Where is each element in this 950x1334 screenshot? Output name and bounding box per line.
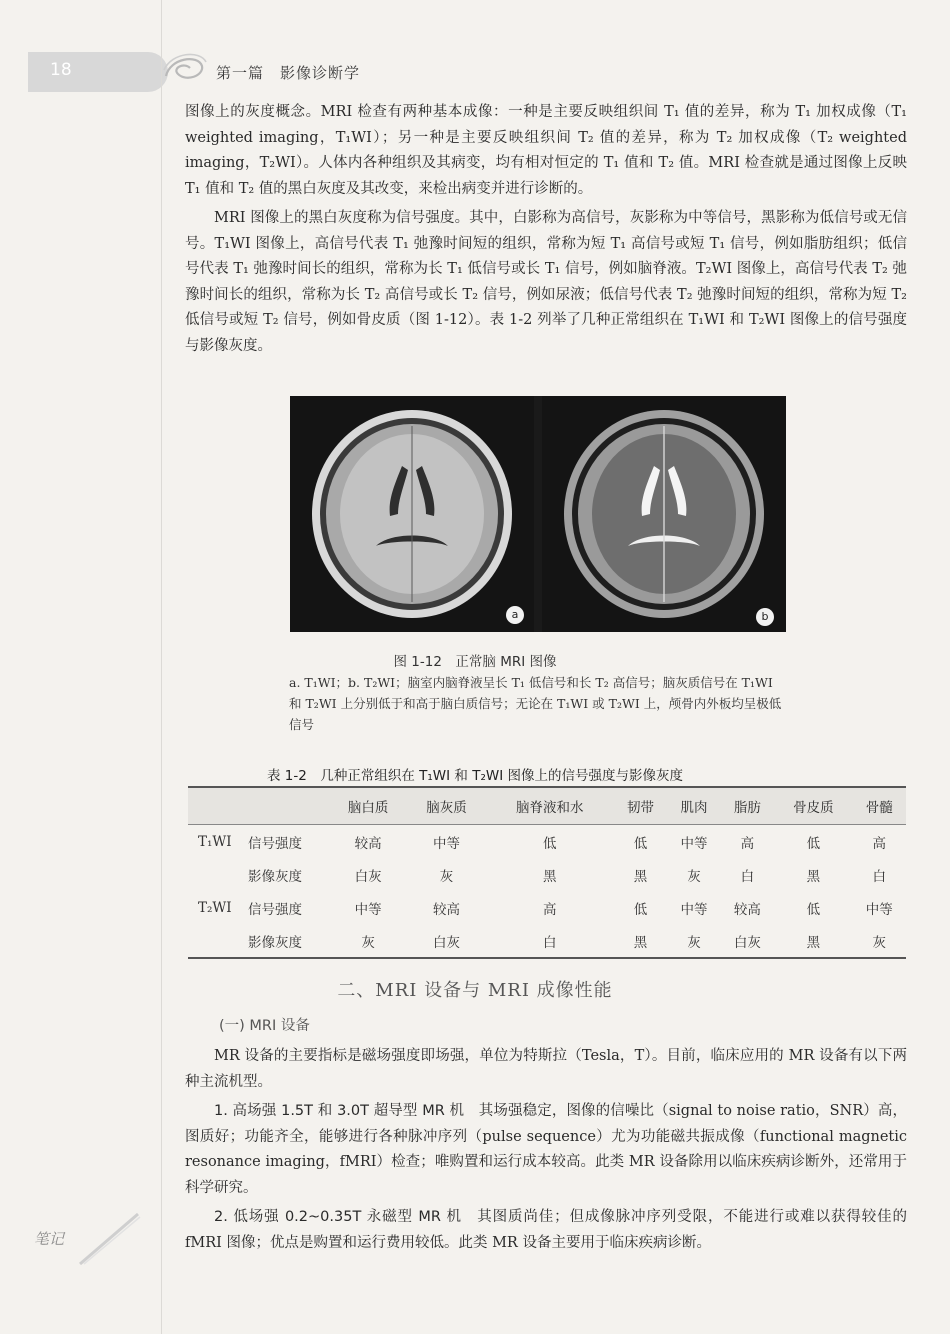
figure-label-a: a (506, 606, 524, 624)
table-cell: 白灰 (721, 924, 774, 958)
section-title: 二、MRI 设备与 MRI 成像性能 (337, 980, 613, 1001)
table-cell: 低 (633, 901, 648, 918)
table-header-row (188, 787, 906, 825)
table-row (188, 858, 906, 891)
table-cell: 信号强度 (248, 901, 302, 918)
page-number: 18 (50, 60, 72, 80)
chapter-title: 第一篇 影像诊断学 (216, 64, 361, 82)
table-cell: 灰 (853, 924, 907, 958)
table-header-cell: 肌肉 (667, 787, 720, 825)
table-header-cell: 韧带 (614, 787, 667, 825)
table-cell: 灰 (667, 924, 720, 958)
section-text (185, 1040, 907, 1256)
table-header-cell: 骨皮质 (774, 787, 852, 825)
list-item (185, 1205, 907, 1256)
table-header-cell (188, 787, 247, 825)
table-cell: 低 (542, 835, 557, 852)
paragraph: MR 设备的主要指标是磁场强度即场强，单位为特斯拉（Tesla，T）。目前，临床应用的 MR 设备有以下两种主流机型。 (185, 1048, 907, 1090)
table-cell: 低 (806, 901, 821, 918)
mri-image-t1 (290, 396, 534, 632)
figure-caption: 图 1-12 正常脑 MRI 图像 (393, 654, 557, 670)
table-header-cell: 脑白质 (329, 787, 407, 825)
pen-icon (76, 1208, 146, 1268)
swirl-logo-icon (160, 48, 208, 88)
table-cell: 黑 (633, 868, 648, 885)
table-cell: 高 (542, 901, 557, 918)
table-header-cell (247, 787, 329, 825)
signal-table (188, 786, 906, 959)
list-item-text: 其图质尚佳；但成像脉冲序列受限，不能进行或难以获得较佳的 fMRI 图像；优点是购置和运行费用较低。此类 MR 设备主要用于临床疾病诊断。 (185, 1209, 907, 1251)
table-cell: 白 (486, 924, 614, 958)
table-cell: 白 (740, 868, 755, 885)
paragraph: 图像上的灰度概念。MRI 检查有两种基本成像：一种是主要反映组织间 T₁ 值的差异，称为 T₁ 加权成像（T₁ weighted imaging，T₁WI）；另一种是主要反映组织间 T₂ 值的差异，称为 T₂ 加权成像（T₂ weighted imaging，T₂WI）。人体内各种组织及其病变，均有相对恒定的 T₁ 值和 T₂ 值。MRI 检查就是通过图像上反映 T₁ 值和 T₂ 值的黑白灰度及其改变，来检出病变并进行诊断的。 (185, 104, 907, 197)
table-cell: 信号强度 (248, 835, 302, 852)
table-cell: 中等 (865, 901, 893, 918)
table-cell: 黑 (614, 924, 667, 958)
table-title: 表 1-2 几种正常组织在 T₁WI 和 T₂WI 图像上的信号强度与影像灰度 (267, 768, 683, 784)
list-item-heading: 2. 低场强 0.2~0.35T 永磁型 MR 机 (214, 1209, 462, 1225)
table-cell: 较高 (733, 901, 761, 918)
table-header-cell: 脂肪 (721, 787, 774, 825)
table-cell: T₂WI (198, 899, 232, 916)
list-item-heading: 1. 高场强 1.5T 和 3.0T 超导型 MR 机 (214, 1103, 465, 1119)
table-cell: 黑 (542, 868, 557, 885)
table-cell: 低 (806, 835, 821, 852)
figure-note: a. T₁WI；b. T₂WI；脑室内脑脊液呈长 T₁ 低信号和长 T₂ 高信号；脑灰质信号在 T₁WI 和 T₂WI 上分别低于和高于脑白质信号；无论在 T₁WI 或 T₂WI 上，颅骨内外板均呈极低信号 (289, 675, 782, 732)
table-cell: 高 (872, 835, 886, 852)
table-cell: 灰 (329, 924, 407, 958)
subsection-title: (一) MRI 设备 (219, 1018, 310, 1034)
intro-text (185, 100, 907, 359)
table-cell: 高 (740, 835, 755, 852)
table-cell: 黑 (806, 868, 821, 885)
table-header-cell: 脑灰质 (407, 787, 485, 825)
figure-label-b: b (756, 608, 774, 626)
table-cell (188, 858, 247, 891)
list-item-text: 其场强稳定，图像的信噪比（signal to noise ratio，SNR）高，图质好；功能齐全，能够进行各种脉冲序列（pulse sequence）尤为功能磁共振成像（functional magnetic resonance imaging，fMRI）检查；唯购置和运行成本较高。此类 MR 设备除用以临床疾病诊断外，还常用于科学研究。 (185, 1103, 907, 1196)
paragraph: MRI 图像上的黑白灰度称为信号强度。其中，白影称为高信号，灰影称为中等信号，黑影称为低信号或无信号。T₁WI 图像上，高信号代表 T₁ 弛豫时间短的组织，常称为短 T₁ 高信号或短 T₁ 信号，例如脂肪组织；低信号代表 T₁ 弛豫时间长的组织，常称为长 T₁ 低信号或长 T₁ 信号，例如脑脊液。T₂WI 图像上，高信号代表 T₂ 弛豫时间长的组织，常称为长 T₂ 高信号或长 T₂ 信号，例如尿液；低信号代表 T₂ 弛豫时间短的组织，常称为短 T₂ 低信号或短 T₂ 信号，例如骨皮质（图 1-12）。表 1-2 列举了几种正常组织在 T₁WI 和 T₂WI 图像上的信号强度与影像灰度。 (185, 210, 907, 354)
notes-label: 笔记 (34, 1230, 65, 1248)
table-cell: 黑 (774, 924, 852, 958)
table-cell: T₁WI (198, 833, 232, 850)
page-header (0, 0, 950, 100)
table-cell: 灰 (687, 868, 701, 885)
table-header-cell: 骨髓 (853, 787, 907, 825)
brain-t2-icon (542, 396, 786, 632)
page-number-tab (28, 52, 168, 92)
table-cell (188, 924, 247, 958)
table-cell: 中等 (354, 901, 382, 918)
table-cell: 白灰 (407, 924, 485, 958)
table-cell: 较高 (433, 901, 461, 918)
brain-t1-icon (290, 396, 534, 632)
table-cell: 中等 (680, 901, 708, 918)
table-cell: 白 (872, 868, 886, 885)
table-row (188, 825, 906, 859)
table-header-cell: 脑脊液和水 (486, 787, 614, 825)
table-cell: 影像灰度 (248, 868, 302, 885)
list-item (185, 1099, 907, 1201)
mri-image-t2 (542, 396, 786, 632)
mri-figure (290, 396, 786, 632)
table-cell: 较高 (354, 835, 382, 852)
table-cell: 灰 (439, 868, 454, 885)
table-cell: 低 (633, 835, 648, 852)
table-row (188, 924, 906, 958)
table-cell: 白灰 (354, 868, 382, 885)
table-row (188, 891, 906, 924)
table-cell: 影像灰度 (247, 924, 329, 958)
table-cell: 中等 (680, 835, 708, 852)
table-cell: 中等 (433, 835, 461, 852)
